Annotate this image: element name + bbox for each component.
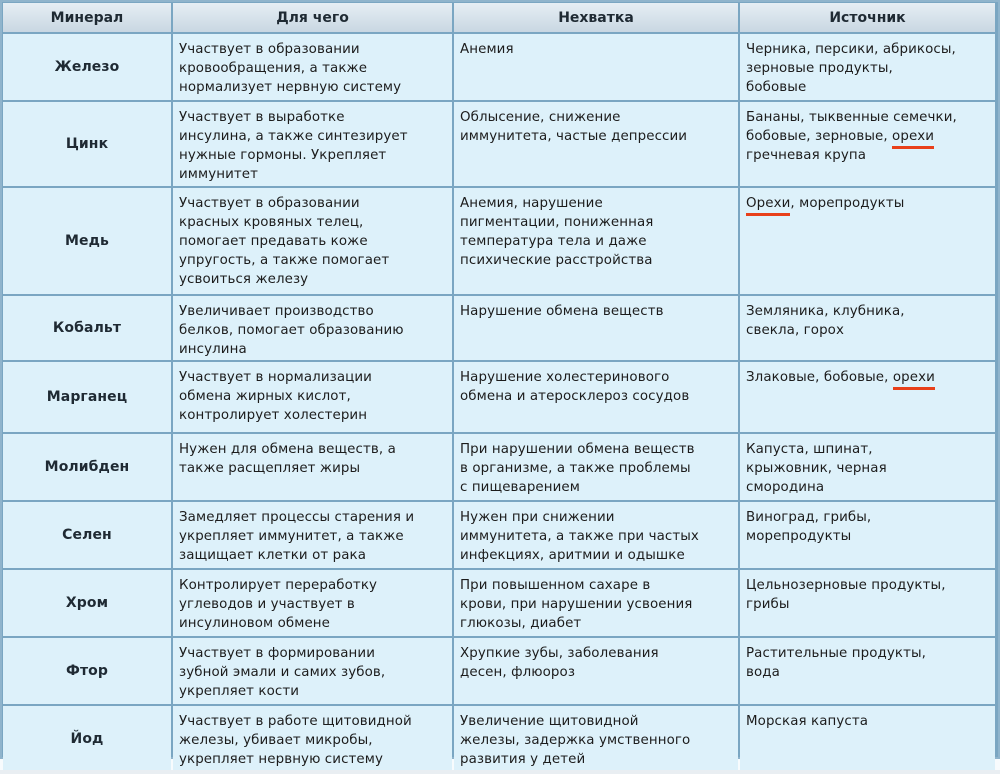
purpose-cell: Нужен для обмена веществ, а также расщепляет жиры: [173, 434, 452, 500]
source-text: Капуста, шпинат, крыжовник, черная смородина: [746, 442, 887, 495]
deficiency-cell: При нарушении обмена веществ в организме, а также проблемы с пищеварением: [454, 434, 738, 500]
mineral-name: Кобальт: [3, 296, 171, 360]
source-text: Цельнозерновые продукты, грибы: [746, 578, 946, 612]
deficiency-cell: Облысение, снижение иммунитета, частые депрессии: [454, 102, 738, 186]
bottom-strip: [0, 770, 1000, 774]
source-cell: [740, 502, 995, 568]
purpose-cell: Замедляет процессы старения и укрепляет иммунитет, а также защищает клетки от рака: [173, 502, 452, 568]
table-row: [3, 706, 995, 772]
header-deficiency: Нехватка: [454, 3, 738, 32]
purpose-cell: Контролирует переработку углеводов и участвует в инсулиновом обмене: [173, 570, 452, 636]
source-cell: [740, 706, 995, 772]
header-purpose: Для чего: [173, 3, 452, 32]
source-text: Растительные продукты, вода: [746, 646, 927, 680]
source-text: Злаковые, бобовые,: [746, 370, 893, 385]
source-cell: [740, 188, 995, 294]
source-text: Виноград, грибы, морепродукты: [746, 510, 872, 544]
mineral-name: Железо: [3, 34, 171, 100]
highlighted-word: орехи: [892, 129, 934, 149]
deficiency-cell: Увеличение щитовидной железы, задержка умственного развития у детей: [454, 706, 738, 772]
purpose-cell: Участвует в образовании кровообращения, а также нормализует нервную систему: [173, 34, 452, 100]
purpose-cell: Увеличивает производство белков, помогает образованию инсулина: [173, 296, 452, 360]
mineral-name: Йод: [3, 706, 171, 772]
highlighted-word: Орехи: [746, 196, 790, 216]
source-cell: [740, 296, 995, 360]
source-text: Бананы, тыквенные семечки, бобовые, зерновые,: [746, 110, 957, 144]
table-row: [3, 502, 995, 568]
header-source: Источник: [740, 3, 995, 32]
mineral-name: Фтор: [3, 638, 171, 704]
purpose-cell: Участвует в нормализации обмена жирных кислот, контролирует холестерин: [173, 362, 452, 432]
header-row: [3, 3, 995, 32]
deficiency-cell: Анемия: [454, 34, 738, 100]
table-row: [3, 638, 995, 704]
mineral-name: Медь: [3, 188, 171, 294]
source-cell: [740, 434, 995, 500]
deficiency-cell: При повышенном сахаре в крови, при нарушении усвоения глюкозы, диабет: [454, 570, 738, 636]
header-mineral: Минерал: [3, 3, 171, 32]
source-text: Земляника, клубника, свекла, горох: [746, 304, 905, 338]
table-row: [3, 102, 995, 186]
table-row: [3, 362, 995, 432]
purpose-cell: Участвует в выработке инсулина, а также синтезирует нужные гормоны. Укрепляет иммунитет: [173, 102, 452, 186]
source-cell: [740, 362, 995, 432]
source-text: , морепродукты: [790, 196, 905, 211]
purpose-cell: Участвует в образовании красных кровяных телец, помогает предавать коже упругость, а также помогает усвоиться железу: [173, 188, 452, 294]
source-text: гречневая крупа: [746, 148, 867, 163]
source-text: Черника, персики, абрикосы, зерновые продукты, бобовые: [746, 42, 956, 95]
mineral-name: Селен: [3, 502, 171, 568]
deficiency-cell: Нарушение обмена веществ: [454, 296, 738, 360]
mineral-name: Марганец: [3, 362, 171, 432]
mineral-name: Молибден: [3, 434, 171, 500]
deficiency-cell: Нарушение холестеринового обмена и атеросклероз сосудов: [454, 362, 738, 432]
table-row: [3, 296, 995, 360]
table-row: [3, 34, 995, 100]
table-row: [3, 434, 995, 500]
mineral-name: Хром: [3, 570, 171, 636]
source-text: Морская капуста: [746, 714, 869, 729]
mineral-name: Цинк: [3, 102, 171, 186]
highlighted-word: орехи: [893, 370, 935, 390]
purpose-cell: Участвует в формировании зубной эмали и самих зубов, укрепляет кости: [173, 638, 452, 704]
purpose-cell: Участвует в работе щитовидной железы, убивает микробы, укрепляет нервную систему: [173, 706, 452, 772]
deficiency-cell: Анемия, нарушение пигментации, пониженная температура тела и даже психические расстройства: [454, 188, 738, 294]
source-cell: [740, 34, 995, 100]
source-cell: [740, 570, 995, 636]
source-cell: [740, 102, 995, 186]
table-row: [3, 188, 995, 294]
deficiency-cell: Нужен при снижении иммунитета, а также при частых инфекциях, аритмии и одышке: [454, 502, 738, 568]
deficiency-cell: Хрупкие зубы, заболевания десен, флюороз: [454, 638, 738, 704]
table-row: [3, 570, 995, 636]
minerals-table: [1, 1, 997, 774]
source-cell: [740, 638, 995, 704]
